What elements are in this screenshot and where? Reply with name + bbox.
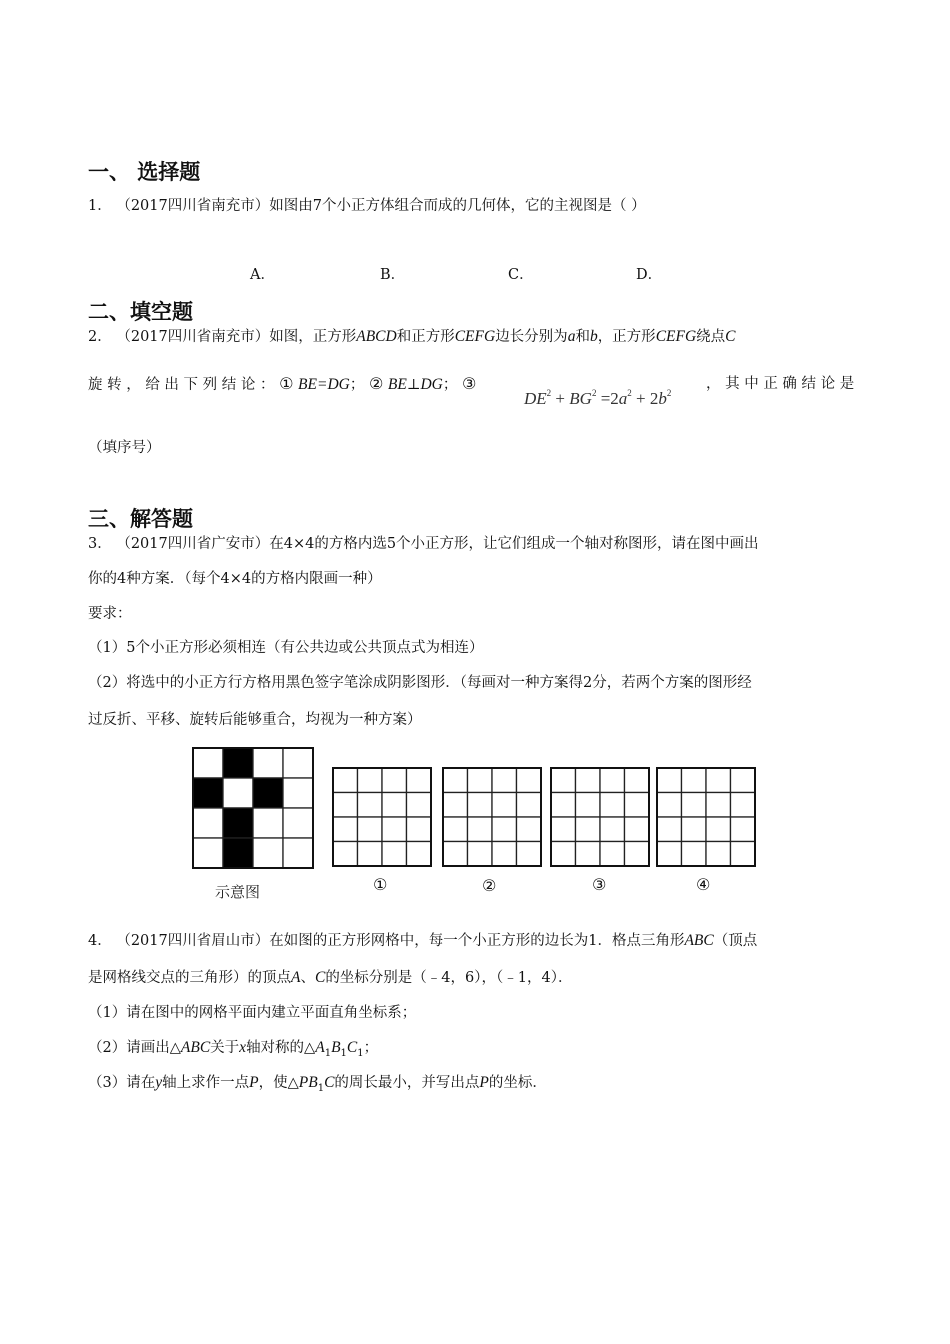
grid-cell[interactable] <box>407 817 432 842</box>
question-4-part-2: （2）请画出△ABC关于x轴对称的$\triangle A_1B_1C_1$； <box>88 1039 379 1059</box>
grid-cell[interactable] <box>625 768 650 793</box>
shaded-cell <box>193 778 223 808</box>
question-3-requirements-label: 要求： <box>88 606 132 622</box>
question-4-line-2: 是网格线交点的三角形）的顶点A、C的坐标分别是（﹣4，6），（﹣1，4）． <box>88 969 573 986</box>
grid-label-4: ④ <box>696 875 711 894</box>
shaded-cell <box>223 748 253 778</box>
q1-option-b: B． <box>380 267 406 283</box>
grid-cell[interactable] <box>576 768 601 793</box>
q1-option-c: C． <box>508 267 534 283</box>
blank-grid-4[interactable] <box>657 768 755 866</box>
section-heading-fill: 二、填空题 <box>88 300 193 324</box>
grid-cell <box>193 838 223 868</box>
grid-cell[interactable] <box>682 842 707 867</box>
question-3-requirement-2: （2）将选中的小正方行方格用黑色签字笔涂成阴影图形．（每画对一种方案得2分，若两个方案的图形经 <box>88 675 752 691</box>
blank-grid-2[interactable] <box>443 768 541 866</box>
grid-cell[interactable] <box>600 817 625 842</box>
grid-cell[interactable] <box>407 768 432 793</box>
grid-label-3: ③ <box>592 875 607 894</box>
grid-cell[interactable] <box>731 842 756 867</box>
grid-cell[interactable] <box>731 817 756 842</box>
grid-cell[interactable] <box>443 842 468 867</box>
grid-cell[interactable] <box>576 817 601 842</box>
question-3-line-2: 你的4种方案．（每个4×4的方格内限画一种） <box>88 571 382 587</box>
grid-cell[interactable] <box>657 793 682 818</box>
grid-cell[interactable] <box>657 817 682 842</box>
grid-cell[interactable] <box>657 768 682 793</box>
q1-option-d: D． <box>636 267 663 283</box>
grid-cell <box>253 838 283 868</box>
grid-cell <box>193 808 223 838</box>
grid-cell[interactable] <box>706 842 731 867</box>
grid-cell[interactable] <box>600 768 625 793</box>
grid-cell[interactable] <box>333 768 358 793</box>
grid-cell[interactable] <box>706 793 731 818</box>
grid-cell[interactable] <box>358 842 383 867</box>
grid-cell[interactable] <box>706 817 731 842</box>
grid-cell[interactable] <box>382 817 407 842</box>
question-2-line-2-end: ， 其 中 正 确 结 论 是 <box>706 376 855 392</box>
grid-label-1: ① <box>373 875 388 894</box>
grid-cell[interactable] <box>551 768 576 793</box>
grid-cell[interactable] <box>625 793 650 818</box>
grid-cell[interactable] <box>358 768 383 793</box>
grid-cell[interactable] <box>333 793 358 818</box>
grid-cell[interactable] <box>576 842 601 867</box>
grid-cell <box>223 778 253 808</box>
grid-cell[interactable] <box>551 842 576 867</box>
grid-cell[interactable] <box>706 768 731 793</box>
grid-cell[interactable] <box>600 842 625 867</box>
grid-label-2: ② <box>482 876 497 895</box>
example-grid <box>193 748 313 868</box>
q2-formula: $DE^2 + BG^2 =2a^2 + 2b^2$ <box>524 388 672 408</box>
grid-cell <box>283 748 313 778</box>
grid-cell[interactable] <box>468 817 493 842</box>
grid-cell <box>283 808 313 838</box>
shaded-cell <box>223 838 253 868</box>
grid-cell[interactable] <box>517 793 542 818</box>
grid-cell <box>283 838 313 868</box>
grid-cell[interactable] <box>731 793 756 818</box>
grid-cell[interactable] <box>731 768 756 793</box>
grid-cell[interactable] <box>382 768 407 793</box>
grid-cell[interactable] <box>333 842 358 867</box>
grid-cell[interactable] <box>682 768 707 793</box>
question-4-part-3: （3）请在y轴上求作一点P，使$\triangle PB_1C$的周长最小，并写出点P的坐标． <box>88 1074 547 1094</box>
grid-cell[interactable] <box>625 817 650 842</box>
grid-cell[interactable] <box>492 793 517 818</box>
question-2-line-3: （填序号） <box>88 440 161 456</box>
grid-cell[interactable] <box>551 793 576 818</box>
question-3-requirement-1: （1）5个小正方形必须相连（有公共边或公共顶点式为相连） <box>88 640 484 656</box>
shaded-cell <box>253 778 283 808</box>
grid-cell[interactable] <box>576 793 601 818</box>
grid-cell[interactable] <box>492 842 517 867</box>
grid-cell <box>283 778 313 808</box>
grid-cell[interactable] <box>382 842 407 867</box>
grid-cell[interactable] <box>443 768 468 793</box>
grid-cell <box>193 748 223 778</box>
question-2-line-1: 2． （2017四川省南充市）如图，正方形ABCD和正方形CEFG边长分别为a和b，正方形CEFG绕点C <box>88 328 736 345</box>
question-1-text: 1． （2017四川省南充市）如图由7个小正方体组合而成的几何体，它的主视图是（ ） <box>88 198 646 214</box>
grid-cell[interactable] <box>358 817 383 842</box>
example-grid-label: 示意图 <box>215 883 261 901</box>
blank-grid-3[interactable] <box>551 768 649 866</box>
grid-cell[interactable] <box>517 817 542 842</box>
grid-cell[interactable] <box>551 817 576 842</box>
grid-cell <box>253 748 283 778</box>
question-4-line-1: 4． （2017四川省眉山市）在如图的正方形网格中，每一个小正方形的边长为1．格点三角形ABC（顶点 <box>88 932 758 949</box>
grid-cell[interactable] <box>468 768 493 793</box>
question-3-line-1: 3． （2017四川省广安市）在4×4的方格内选5个小正方形，让它们组成一个轴对称图形，请在图中画出 <box>88 536 759 552</box>
grid-cell[interactable] <box>468 842 493 867</box>
grid-cell[interactable] <box>625 842 650 867</box>
grid-cell[interactable] <box>382 793 407 818</box>
grid-cell[interactable] <box>682 817 707 842</box>
grid-cell[interactable] <box>600 793 625 818</box>
section-heading-choice: 一、 选择题 <box>88 160 201 184</box>
grid-cell[interactable] <box>468 793 493 818</box>
grid-cell[interactable] <box>492 768 517 793</box>
grid-cell[interactable] <box>517 842 542 867</box>
grid-cell[interactable] <box>407 793 432 818</box>
grid-cell[interactable] <box>443 793 468 818</box>
grid-cell[interactable] <box>517 768 542 793</box>
grid-cell[interactable] <box>443 817 468 842</box>
grid-cell[interactable] <box>657 842 682 867</box>
grid-cell[interactable] <box>682 793 707 818</box>
shaded-cell <box>223 808 253 838</box>
grid-cell <box>253 808 283 838</box>
grid-cell[interactable] <box>358 793 383 818</box>
question-4-part-1: （1）请在图中的网格平面内建立平面直角坐标系； <box>88 1005 417 1021</box>
q1-option-a: A． <box>250 267 275 283</box>
question-3-requirement-2-cont: 过反折、平移、旋转后能够重合，均视为一种方案） <box>88 712 422 728</box>
grid-cell[interactable] <box>407 842 432 867</box>
blank-grid-1[interactable] <box>333 768 431 866</box>
section-heading-solve: 三、解答题 <box>88 507 193 531</box>
grid-cell[interactable] <box>333 817 358 842</box>
grid-cell[interactable] <box>492 817 517 842</box>
question-2-line-2: 旋 转 ， 给 出 下 列 结 论 ： ① BE=DG； ② BE⊥DG； ③ <box>88 374 477 393</box>
